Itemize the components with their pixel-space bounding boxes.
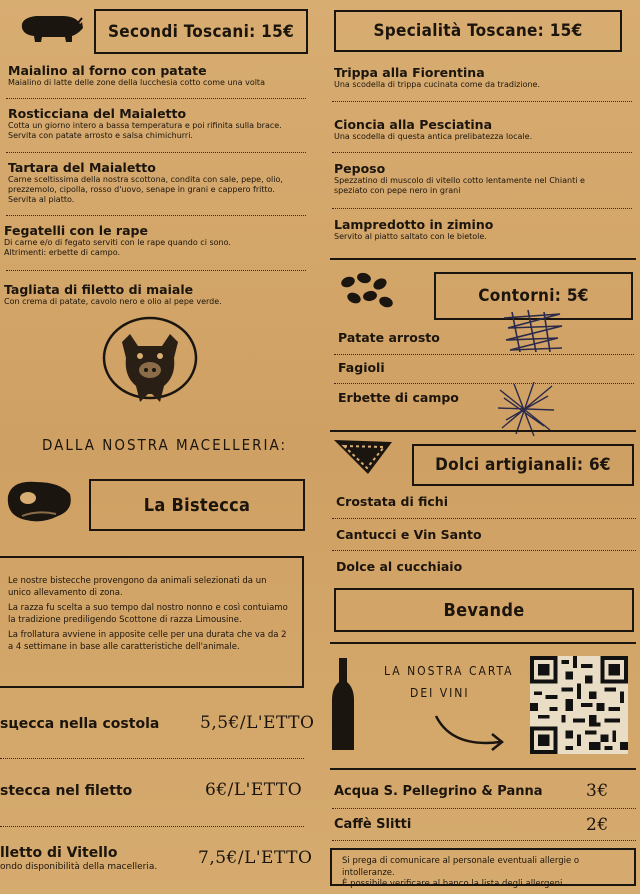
cut-sub: ondo disponibilità della macelleria. [0, 862, 158, 872]
bistecca-title: La Bistecca [143, 494, 251, 516]
bistecca-text-line: La frollatura avviene in apposite celle per una durata che va da 2 [8, 630, 287, 640]
cut-price: 7,5€/L'ETTO [198, 848, 313, 868]
pen-scribble-mark [500, 308, 566, 354]
wine-list-line: LA NOSTRA CARTA [384, 664, 514, 678]
drink-price: 2€ [586, 815, 609, 835]
dish-desc: Spezzatino di muscolo di vitello cotto lentamente nel Chianti e [334, 176, 585, 185]
wine-bottle-icon [330, 656, 356, 752]
pig-icon [14, 10, 84, 44]
specialita-header [334, 10, 622, 52]
bistecca-text-line: unico allevamento di zona. [8, 587, 123, 598]
dish-lampredotto [334, 217, 634, 242]
dish-desc: Una scodella di trippa cucinata come da tradizione. [334, 80, 541, 89]
dish-desc: Servita con patate arrosto e salsa chimichurri. [8, 131, 193, 140]
bistecca-header [89, 479, 305, 531]
dish-name: Tagliata di filetto di maiale [4, 282, 194, 297]
dish-fegatelli [4, 223, 324, 258]
dish-peposo [334, 161, 634, 196]
dolce-item: Cantucci e Vin Santo [336, 527, 482, 542]
allergy-notice [330, 848, 636, 889]
divider [6, 98, 306, 99]
cut-name: lletto di Vitello [0, 845, 118, 861]
dish-desc: Con crema di patate, cavolo nero e olio al pepe verde. [4, 297, 222, 306]
section-divider [330, 258, 636, 260]
dish-desc: prezzemolo, cipolla, rosso d'uovo, senape in grani e cappero fritto. [8, 185, 275, 194]
tart-slice-icon [330, 436, 396, 478]
section-divider [330, 642, 636, 644]
contorno-item: Fagioli [338, 360, 385, 375]
dish-desc: Servita al piatto. [8, 195, 75, 204]
bistecca-text-line: a 4 settimane in base alle caratteristiche dell'animale. [8, 641, 240, 652]
cut-price: 5,5€/L'ETTO [200, 713, 315, 733]
divider [6, 215, 306, 216]
divider [334, 354, 634, 355]
bevande-header [334, 588, 634, 632]
dish-name: Rosticciana del Maialetto [8, 106, 187, 121]
pig-portrait-icon [100, 312, 200, 410]
wine-list-line: DEI VINI [410, 686, 470, 700]
dish-name: Trippa alla Fiorentina [334, 65, 485, 80]
macelleria-heading: DALLA NOSTRA MACELLERIA: [42, 436, 288, 454]
dish-desc: Di carne e/o di fegato serviti con le rape quando ci sono. [4, 238, 231, 247]
qr-code[interactable] [530, 656, 628, 754]
dish-desc: Cotta un giorno intero a bassa temperatura e poi rifinita sulla brace. [8, 121, 282, 130]
dish-name: Peposo [334, 161, 386, 176]
cut-name: sцecca nella costola [0, 716, 160, 732]
dish-tartara [8, 160, 328, 205]
beans-icon [336, 270, 398, 312]
divider [332, 840, 636, 841]
divider [332, 550, 636, 551]
cut-name: stecca nel filetto [0, 783, 133, 799]
divider [6, 152, 306, 153]
allergy-line: Si prega di comunicare al personale eventuali allergie o intolleranze. [342, 856, 580, 878]
dish-desc: Una scodella di questa antica prelibatezza locale. [334, 132, 533, 141]
divider [0, 826, 304, 827]
bistecca-info-box [0, 556, 304, 688]
dish-rosticciana [8, 106, 328, 141]
section-divider [330, 768, 636, 770]
dish-name: Cioncia alla Pesciatina [334, 117, 493, 132]
dish-desc: Maialino di latte delle zone della lucchesia cotto come una volta [8, 78, 265, 87]
dish-name: Tartara del Maialetto [8, 160, 156, 175]
dish-name: Fegatelli con le rape [4, 223, 148, 238]
bistecca-text-line: la tradizione prediligendo Scottone di razza Limousine. [8, 614, 242, 625]
drink-name: Caffè Slitti [334, 817, 412, 832]
dish-name: Maialino al forno con patate [8, 63, 207, 78]
steak-icon [2, 476, 74, 526]
dish-desc: Servito al piatto saltato con le bietole. [334, 232, 487, 241]
dolce-item: Crostata di fichi [336, 494, 448, 509]
bistecca-text-line: Le nostre bistecche provengono da animali selezionati da un [8, 576, 267, 586]
divider [332, 152, 632, 153]
dolce-item: Dolce al cucchiaio [336, 559, 463, 574]
dish-cioncia [334, 117, 634, 142]
contorno-item: Erbette di campo [338, 390, 459, 405]
divider [332, 208, 632, 209]
contorno-item: Patate arrosto [338, 330, 440, 345]
dish-tagliata [4, 282, 324, 307]
divider [332, 101, 632, 102]
dish-maialino [8, 63, 328, 88]
allergy-line: È possibile verificare al banco la lista degli allergeni. [342, 879, 566, 889]
dish-name: Lampredotto in zimino [334, 217, 494, 232]
dish-desc: speziato con pepe nero in grani [334, 186, 461, 195]
section-divider [330, 430, 636, 432]
arrow-icon [432, 712, 508, 756]
dish-desc: Carne sceltissima della nostra scottona, condita con sale, pepe, olio, [8, 175, 283, 184]
dolci-title: Dolci artigianali: 6€ [435, 455, 611, 475]
drink-name: Acqua S. Pellegrino & Panna [334, 784, 543, 799]
secondi-title: Secondi Toscani: 15€ [107, 21, 295, 42]
divider [332, 808, 636, 809]
divider [0, 758, 304, 759]
cut-price: 6€/L'ETTO [205, 780, 303, 800]
divider [334, 383, 634, 384]
drink-price: 3€ [586, 781, 609, 801]
divider [332, 518, 636, 519]
dish-desc: Altrimenti: erbette di campo. [4, 248, 120, 257]
dish-trippa [334, 65, 634, 90]
dolci-header [412, 444, 634, 486]
contorni-title: Contorni: 5€ [478, 286, 589, 306]
divider [6, 270, 306, 271]
secondi-header [94, 9, 308, 54]
bevande-title: Bevande [443, 599, 525, 621]
specialita-title: Specialità Toscane: 15€ [373, 21, 583, 41]
bistecca-text-line: La razza fu scelta a suo tempo dal nostro nonno e così contuiamo [8, 603, 288, 613]
